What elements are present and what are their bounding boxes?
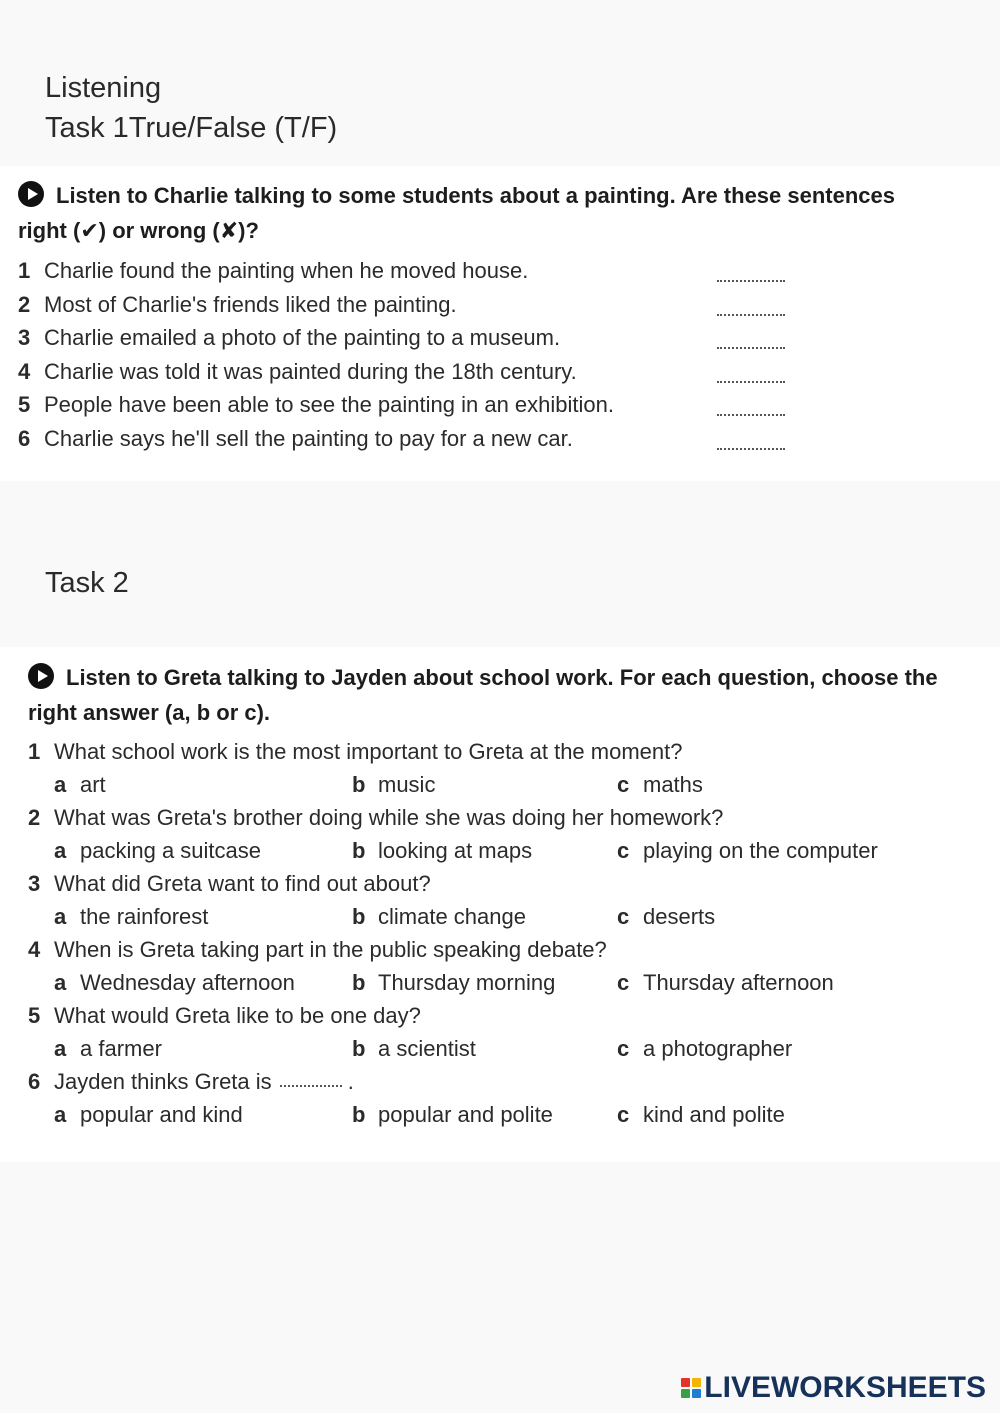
item-text: Charlie was told it was painted during the 18th century.: [44, 358, 577, 384]
answer-option-a[interactable]: [54, 838, 261, 864]
page-title: Listening: [45, 72, 162, 104]
answer-option-b[interactable]: [352, 904, 526, 930]
play-audio-icon[interactable]: [18, 181, 44, 207]
task1-item: [18, 292, 457, 318]
answer-option-a[interactable]: [54, 1036, 162, 1062]
logo-square: [681, 1378, 690, 1387]
answer-option-c[interactable]: [617, 1036, 792, 1062]
option-letter: c: [617, 1102, 630, 1127]
answer-option-b[interactable]: [352, 838, 532, 864]
option-text: popular and kind: [80, 1102, 243, 1127]
item-text: Charlie emailed a photo of the painting to a museum.: [44, 325, 561, 351]
item-number: 5: [18, 392, 31, 418]
question-text: What did Greta want to find out about?: [54, 871, 431, 896]
option-letter: b: [352, 838, 366, 863]
task1-instruction-line1: Listen to Charlie talking to some students about a painting. Are these sentences: [56, 183, 896, 208]
question-text: What would Greta like to be one day?: [54, 1003, 421, 1028]
option-text: art: [80, 772, 106, 797]
item-text: People have been able to see the painting in an exhibition.: [44, 392, 614, 418]
task1-item: [18, 325, 560, 351]
item-number: 4: [18, 358, 31, 384]
question-text: When is Greta taking part in the public speaking debate?: [54, 937, 607, 962]
item-number: 3: [18, 325, 31, 351]
answer-option-b[interactable]: [352, 970, 555, 996]
task2-question: [28, 871, 431, 897]
question-period: .: [341, 1069, 354, 1094]
answer-option-c[interactable]: [617, 1102, 785, 1128]
task2-instruction-line2: right answer (a, b or c).: [28, 700, 271, 725]
question-number: 3: [28, 871, 41, 896]
item-number: 2: [18, 291, 31, 317]
option-text: packing a suitcase: [80, 838, 261, 863]
option-letter: c: [617, 772, 630, 797]
answer-blank[interactable]: [717, 314, 785, 316]
option-text: a photographer: [643, 1036, 793, 1061]
option-letter: b: [352, 772, 366, 797]
answer-option-c[interactable]: [617, 772, 703, 798]
task1-instruction: [18, 178, 993, 248]
task1-heading: Task 1True/False (T/F): [45, 112, 338, 144]
option-text: playing on the computer: [643, 838, 878, 863]
item-text: Charlie found the painting when he moved house.: [44, 258, 529, 283]
question-number: 2: [28, 805, 41, 830]
option-text: a farmer: [80, 1036, 162, 1061]
option-text: Thursday afternoon: [643, 970, 834, 995]
item-number: 1: [18, 258, 31, 283]
option-text: deserts: [643, 904, 716, 929]
task1-item: [18, 359, 577, 385]
option-text: music: [378, 772, 436, 797]
option-letter: b: [352, 1036, 366, 1061]
task1-panel: [0, 166, 1000, 481]
answer-blank[interactable]: [717, 448, 785, 450]
option-text: looking at maps: [378, 838, 533, 863]
answer-blank[interactable]: [717, 414, 785, 416]
task2-question: [28, 937, 607, 963]
answer-option-c[interactable]: [617, 904, 715, 930]
question-number: 6: [28, 1069, 41, 1094]
play-audio-icon[interactable]: [28, 663, 54, 689]
logo-square: [681, 1389, 690, 1398]
liveworksheets-logo: [681, 1371, 986, 1405]
task2-question: [28, 1003, 421, 1029]
task2-question: [28, 739, 682, 765]
option-letter: b: [352, 1102, 366, 1127]
option-text: the rainforest: [80, 904, 209, 929]
option-letter: a: [54, 772, 67, 797]
answer-option-a[interactable]: [54, 772, 106, 798]
option-text: Thursday morning: [378, 970, 556, 995]
option-letter: b: [352, 970, 366, 995]
logo-text: LIVEWORKSHEETS: [704, 1371, 986, 1404]
question-text: What was Greta's brother doing while she was doing her homework?: [54, 805, 724, 830]
question-number: 1: [28, 739, 41, 764]
option-text: Wednesday afternoon: [80, 970, 295, 995]
task2-instruction-line1: Listen to Greta talking to Jayden about school work. For each question, choose the: [66, 665, 938, 690]
logo-square: [692, 1389, 701, 1398]
question-number: 5: [28, 1003, 41, 1028]
option-letter: a: [54, 904, 67, 929]
task2-panel: [0, 647, 1000, 1162]
option-letter: a: [54, 1036, 67, 1061]
task1-item: [18, 392, 614, 418]
option-text: climate change: [378, 904, 526, 929]
task1-item: [18, 426, 573, 452]
option-letter: c: [617, 838, 630, 863]
question-text: Jayden thinks Greta is: [54, 1069, 272, 1094]
logo-mark-icon: [681, 1378, 701, 1398]
question-blank[interactable]: [280, 1085, 342, 1087]
task2-heading: Task 2: [45, 567, 129, 599]
answer-blank[interactable]: [717, 381, 785, 383]
answer-option-b[interactable]: [352, 772, 435, 798]
question-text: What school work is the most important to Greta at the moment?: [54, 739, 683, 764]
option-text: popular and polite: [378, 1102, 553, 1127]
task2-instruction: [28, 660, 998, 730]
answer-blank[interactable]: [717, 280, 785, 282]
option-letter: a: [54, 838, 67, 863]
task1-item: [18, 258, 528, 284]
logo-square: [692, 1378, 701, 1387]
item-text: Most of Charlie's friends liked the painting.: [44, 291, 457, 317]
item-number: 6: [18, 426, 31, 451]
option-letter: c: [617, 1036, 630, 1061]
option-letter: b: [352, 904, 366, 929]
option-text: kind and polite: [643, 1102, 785, 1127]
option-text: a scientist: [378, 1036, 476, 1061]
option-letter: a: [54, 970, 67, 995]
option-letter: c: [617, 904, 630, 929]
option-text: maths: [643, 772, 703, 797]
task2-question: [28, 1069, 354, 1095]
answer-option-a[interactable]: [54, 970, 295, 996]
option-letter: a: [54, 1102, 67, 1127]
answer-option-b[interactable]: [352, 1102, 553, 1128]
option-letter: c: [617, 970, 630, 995]
task2-question: [28, 805, 723, 831]
answer-option-b[interactable]: [352, 1036, 476, 1062]
answer-option-a[interactable]: [54, 1102, 243, 1128]
answer-option-c[interactable]: [617, 838, 878, 864]
task1-instruction-line2: right (✔) or wrong (✘)?: [18, 218, 259, 243]
answer-blank[interactable]: [717, 347, 785, 349]
item-text: Charlie says he'll sell the painting to pay for a new car.: [44, 426, 573, 451]
answer-option-c[interactable]: [617, 970, 834, 996]
question-number: 4: [28, 937, 41, 962]
answer-option-a[interactable]: [54, 904, 208, 930]
